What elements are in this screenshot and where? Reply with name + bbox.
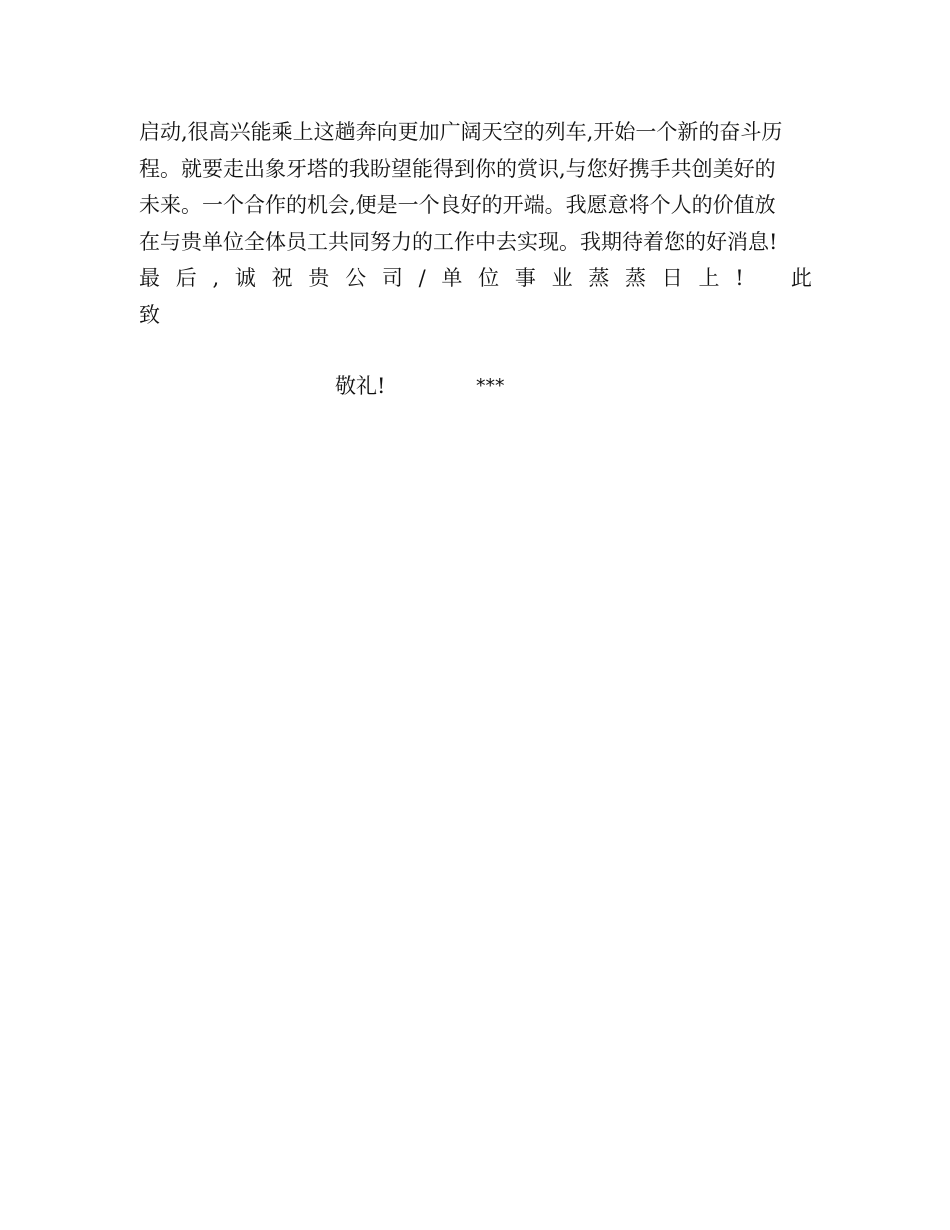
closing-wish-char: ! [735,266,744,290]
closing-wish-char: 祝 [271,266,293,290]
closing-wish-line [139,260,812,297]
closing-wish-char: 诚 [234,266,256,290]
body-line-4: 在与贵单位全体员工共同努力的工作中去实现。我期待着您的好消息! [139,229,778,254]
signature-text: *** [476,375,505,397]
closing-wish-char: 业 [551,266,573,290]
closing-zhi: 致 [139,302,160,327]
closing-wish-char: 此 [790,266,812,290]
body-line-2: 程。就要走出象牙塔的我盼望能得到你的赏识,与您好携手共创美好的 [139,156,776,181]
closing-wish-char: 最 [139,266,160,290]
letter-body [139,114,812,333]
closing-wish-char: / [418,266,426,290]
body-line-1: 启动,很高兴能乘上这趟奔向更加广阔天空的列车,开始一个新的奋斗历 [139,120,783,144]
closing-wish-char: , [212,266,220,290]
body-line-3: 未来。一个合作的机会,便是一个良好的开端。我愿意将个人的价值放 [139,193,776,217]
closing-wish-char: 位 [478,266,500,290]
closing-wish-char: 司 [381,266,403,290]
closing-wish-char: 贵 [308,266,330,290]
closing-wish-char: 事 [514,266,536,290]
closing-wish-char: 后 [175,266,197,290]
closing-wish-char: 蒸 [588,266,610,290]
closing-wish-char: 日 [661,266,683,290]
regards-text: 敬礼! [335,374,386,398]
closing-wish-char: 单 [441,266,463,290]
closing-wish-char: 上 [698,266,720,290]
closing-wish-char: 蒸 [625,266,647,290]
closing-wish-char: 公 [345,266,367,290]
